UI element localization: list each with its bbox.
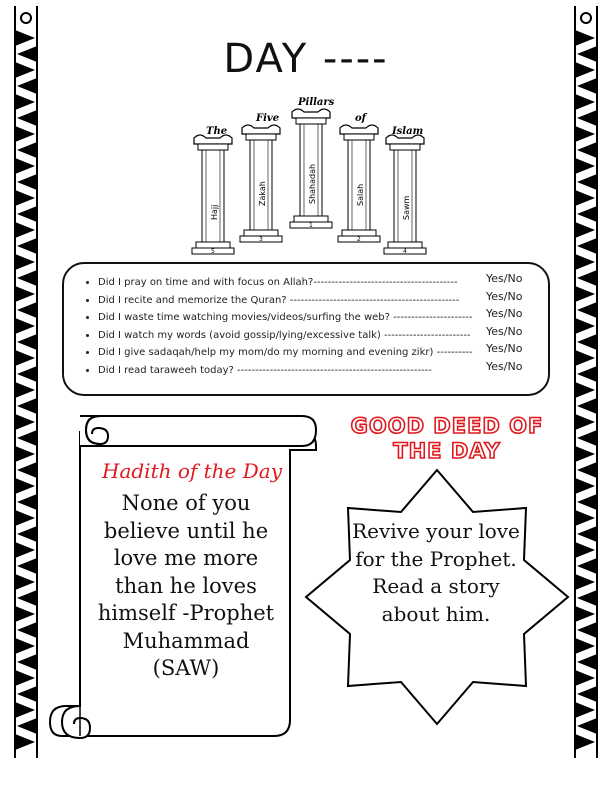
svg-text:5: 5	[211, 248, 215, 255]
checklist-item	[98, 359, 548, 380]
five-pillars-illustration	[180, 94, 440, 264]
pillar-shahadah	[290, 109, 332, 229]
svg-text:2: 2	[357, 236, 361, 243]
pillar-hajj	[192, 135, 234, 255]
checklist-item	[98, 289, 548, 310]
yes-no-answer: Yes/No	[486, 324, 523, 338]
pillars-heading-word: Pillars	[298, 97, 335, 108]
svg-text:Salah: Salah	[356, 183, 365, 206]
page-title: DAY ----	[223, 36, 389, 82]
pillars-heading-word: The	[206, 126, 228, 137]
good-deed-title: GOOD DEED OF THE DAY	[350, 414, 544, 463]
yes-no-answer: Yes/No	[486, 307, 523, 320]
svg-text:1: 1	[309, 222, 313, 229]
checklist-question: Did I pray on time and with focus on Allah?----------------------------------------	[98, 277, 458, 288]
pillar-zakah	[240, 125, 282, 243]
left-triangle-border	[14, 6, 38, 758]
hadith-title: Hadith of the Day	[102, 459, 283, 483]
pillar-salah	[338, 125, 380, 243]
svg-text:Shahadah: Shahadah	[308, 163, 317, 204]
checklist-question: Did I recite and memorize the Quran? -----------------------------------------------	[98, 294, 460, 306]
daily-checklist	[62, 262, 550, 396]
checklist-question: Did I waste time watching movies/videos/surfing the web? ----------------------	[98, 312, 473, 323]
checklist-item	[98, 309, 548, 327]
hadith-text: None of you believe until he love me more than he loves himself -Prophet Muhammad (SAW)	[97, 491, 275, 680]
right-triangle-border	[574, 6, 598, 758]
yes-no-answer: Yes/No	[486, 272, 523, 285]
svg-text:3: 3	[259, 236, 263, 243]
svg-text:Zakah: Zakah	[258, 181, 267, 206]
checklist-question: Did I read taraweeh today? ------------------------------------------------------	[98, 364, 432, 376]
yes-no-answer: Yes/No	[486, 289, 523, 303]
checklist-item	[98, 274, 548, 292]
svg-text:Hajj: Hajj	[210, 204, 219, 220]
pillars-heading-word: Five	[256, 113, 280, 124]
checklist-item	[98, 324, 548, 345]
pillar-sawm	[384, 135, 426, 255]
yes-no-answer: Yes/No	[486, 359, 523, 373]
svg-text:4: 4	[403, 248, 407, 255]
yes-no-answer: Yes/No	[486, 342, 523, 355]
checklist-item	[98, 344, 548, 362]
svg-text:Sawm: Sawm	[402, 195, 411, 220]
pillars-heading-word: of	[355, 113, 366, 124]
good-deed-text: Revive your love for the Prophet. Read a story about him.	[352, 519, 520, 626]
checklist-question: Did I give sadaqah/help my mom/do my morning and evening zikr) ----------	[98, 347, 473, 358]
pillars-heading-word: Islam	[392, 126, 424, 137]
checklist-question: Did I watch my words (avoid gossip/lying/excessive talk) ------------------------	[98, 329, 471, 341]
